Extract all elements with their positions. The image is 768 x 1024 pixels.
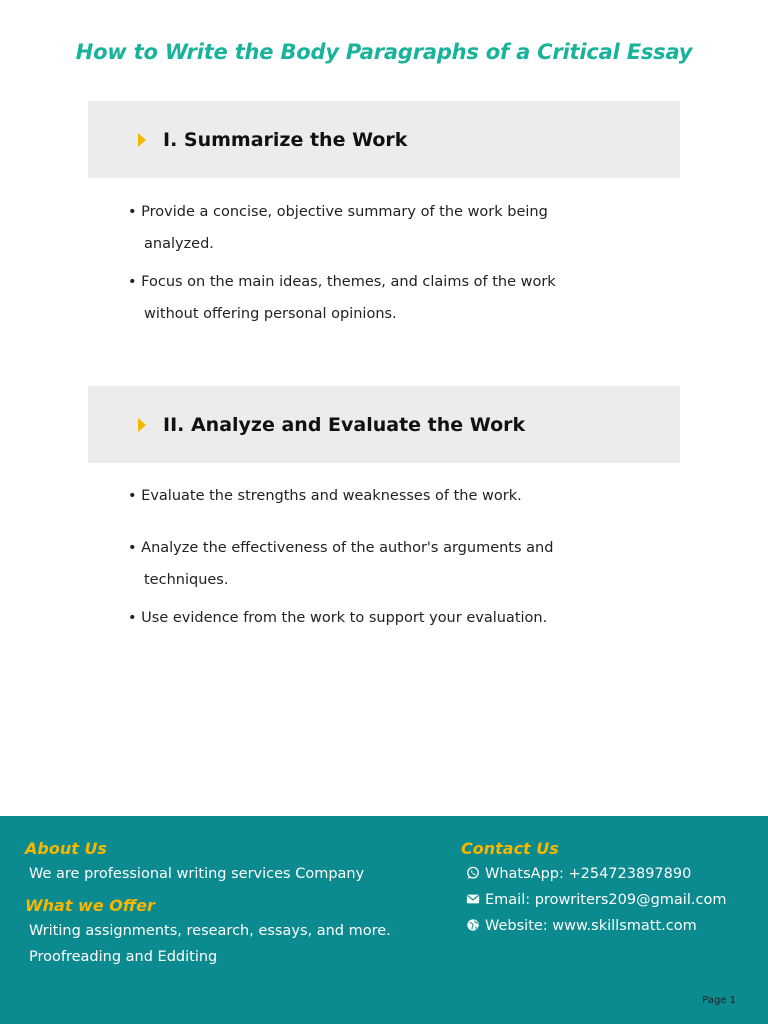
bullet-text: • Analyze the effectiveness of the author's arguments and — [128, 540, 554, 556]
whatsapp-icon — [466, 866, 480, 880]
bullet-text-continuation: analyzed. — [144, 236, 214, 252]
section-heading: II. Analyze and Evaluate the Work — [163, 413, 526, 436]
bullet-text-continuation: techniques. — [144, 572, 229, 588]
bullet-item — [128, 532, 558, 596]
email-contact[interactable] — [466, 892, 726, 908]
envelope-icon — [466, 892, 480, 906]
globe-icon — [466, 918, 480, 932]
what-we-offer-heading: What we Offer — [25, 896, 155, 915]
bullet-text: • Focus on the main ideas, themes, and claims of the work — [128, 274, 556, 290]
bullet-text-continuation: without offering personal opinions. — [144, 306, 397, 322]
bullet-item — [128, 196, 558, 260]
email-text: Email: prowriters209@gmail.com — [485, 892, 727, 908]
caret-right-icon — [138, 418, 146, 432]
bullet-text: • Evaluate the strengths and weaknesses of the work. — [128, 488, 522, 504]
bullet-item — [128, 480, 558, 512]
contact-us-heading: Contact Us — [461, 839, 559, 858]
bullet-item — [128, 266, 558, 330]
bullet-text: • Use evidence from the work to support your evaluation. — [128, 610, 548, 626]
offer-text-line: Writing assignments, research, essays, and more. — [29, 923, 391, 939]
section-heading: I. Summarize the Work — [163, 128, 408, 151]
whatsapp-contact[interactable] — [466, 866, 691, 882]
document-title: How to Write the Body Paragraphs of a Critical Essay — [75, 40, 693, 64]
about-us-heading: About Us — [25, 839, 107, 858]
bullet-item — [128, 602, 558, 634]
section-header-summarize — [88, 101, 680, 178]
offer-text-line: Proofreading and Edditing — [29, 949, 218, 965]
website-text: Website: www.skillsmatt.com — [485, 918, 697, 934]
bullet-text: • Provide a concise, objective summary of the work being — [128, 204, 548, 220]
website-contact[interactable] — [466, 918, 697, 934]
about-us-text: We are professional writing services Company — [29, 866, 365, 882]
section-header-analyze — [88, 386, 680, 463]
caret-right-icon — [138, 133, 146, 147]
page-number: Page 1 — [702, 995, 736, 1006]
footer — [0, 816, 768, 1024]
whatsapp-text: WhatsApp: +254723897890 — [485, 866, 692, 882]
